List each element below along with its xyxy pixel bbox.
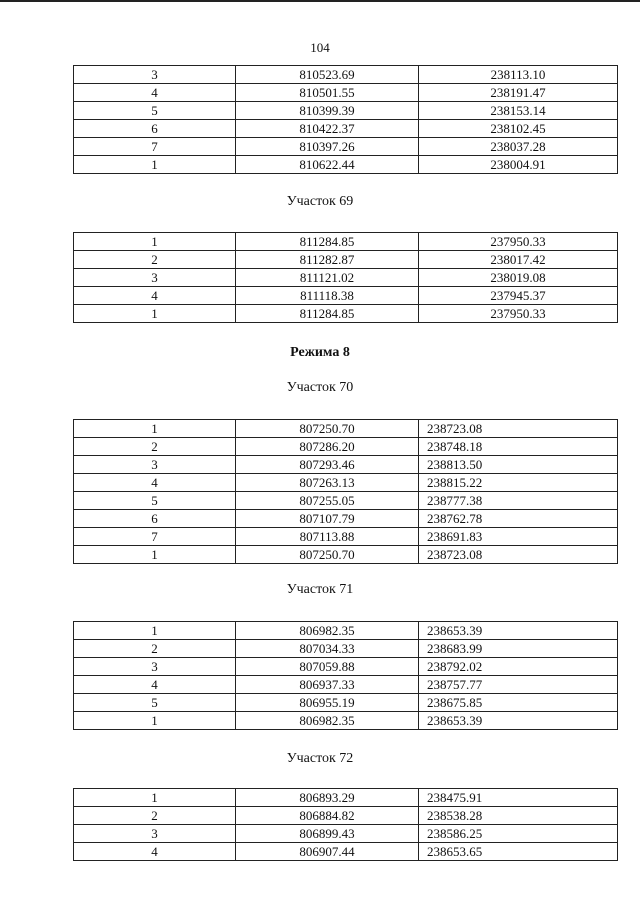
point-number-cell: 4 (74, 676, 236, 694)
point-number-cell: 1 (74, 305, 236, 323)
table-row (74, 102, 618, 120)
point-number-cell: 1 (74, 789, 236, 807)
y-coordinate-cell: 238757.77 (419, 676, 618, 694)
table-row (74, 492, 618, 510)
point-number-cell: 5 (74, 102, 236, 120)
y-coordinate-cell: 238762.78 (419, 510, 618, 528)
y-coordinate-cell: 238153.14 (419, 102, 618, 120)
x-coordinate-cell: 806982.35 (236, 712, 419, 730)
top-rule (0, 0, 640, 2)
x-coordinate-cell: 807107.79 (236, 510, 419, 528)
y-coordinate-cell: 238004.91 (419, 156, 618, 174)
x-coordinate-cell: 807059.88 (236, 658, 419, 676)
x-coordinate-cell: 807293.46 (236, 456, 419, 474)
table-row (74, 712, 618, 730)
y-coordinate-cell: 238777.38 (419, 492, 618, 510)
point-number-cell: 7 (74, 528, 236, 546)
plot-heading: Участок 70 (286, 380, 354, 395)
coordinates-table (73, 621, 618, 730)
page-number: 104 (310, 40, 330, 55)
plot-heading: Участок 72 (286, 751, 354, 766)
point-number-cell: 3 (74, 658, 236, 676)
point-number-cell: 6 (74, 120, 236, 138)
point-number-cell: 1 (74, 546, 236, 564)
x-coordinate-cell: 810399.39 (236, 102, 419, 120)
table-row (74, 676, 618, 694)
coordinates-table (73, 419, 618, 564)
table-row (74, 807, 618, 825)
x-coordinate-cell: 806884.82 (236, 807, 419, 825)
y-coordinate-cell: 238102.45 (419, 120, 618, 138)
point-number-cell: 3 (74, 66, 236, 84)
x-coordinate-cell: 807286.20 (236, 438, 419, 456)
table-row (74, 843, 618, 861)
x-coordinate-cell: 811284.85 (236, 233, 419, 251)
x-coordinate-cell: 811118.38 (236, 287, 419, 305)
table-row (74, 251, 618, 269)
table-row (74, 233, 618, 251)
table-row (74, 789, 618, 807)
point-number-cell: 1 (74, 712, 236, 730)
x-coordinate-cell: 806955.19 (236, 694, 419, 712)
table-row (74, 456, 618, 474)
point-number-cell: 2 (74, 640, 236, 658)
y-coordinate-cell: 238815.22 (419, 474, 618, 492)
point-number-cell: 1 (74, 233, 236, 251)
coordinates-table (73, 788, 618, 861)
x-coordinate-cell: 810501.55 (236, 84, 419, 102)
x-coordinate-cell: 811282.87 (236, 251, 419, 269)
y-coordinate-cell: 238475.91 (419, 789, 618, 807)
regime-heading: Режима 8 (290, 345, 350, 360)
table-row (74, 120, 618, 138)
table-row (74, 658, 618, 676)
table-row (74, 622, 618, 640)
point-number-cell: 3 (74, 825, 236, 843)
point-number-cell: 5 (74, 694, 236, 712)
y-coordinate-cell: 238586.25 (419, 825, 618, 843)
y-coordinate-cell: 238792.02 (419, 658, 618, 676)
table-row (74, 510, 618, 528)
table-row (74, 438, 618, 456)
coordinates-table (73, 65, 618, 174)
point-number-cell: 1 (74, 622, 236, 640)
x-coordinate-cell: 807034.33 (236, 640, 419, 658)
y-coordinate-cell: 238675.85 (419, 694, 618, 712)
y-coordinate-cell: 238019.08 (419, 269, 618, 287)
x-coordinate-cell: 810622.44 (236, 156, 419, 174)
table-row (74, 287, 618, 305)
coordinates-table (73, 232, 618, 323)
y-coordinate-cell: 238691.83 (419, 528, 618, 546)
table-row (74, 66, 618, 84)
y-coordinate-cell: 238813.50 (419, 456, 618, 474)
table-row (74, 640, 618, 658)
y-coordinate-cell: 238017.42 (419, 251, 618, 269)
y-coordinate-cell: 238723.08 (419, 420, 618, 438)
plot-heading: Участок 69 (286, 194, 354, 209)
point-number-cell: 4 (74, 474, 236, 492)
table-row (74, 694, 618, 712)
point-number-cell: 2 (74, 438, 236, 456)
y-coordinate-cell: 238653.65 (419, 843, 618, 861)
x-coordinate-cell: 811284.85 (236, 305, 419, 323)
point-number-cell: 7 (74, 138, 236, 156)
x-coordinate-cell: 810523.69 (236, 66, 419, 84)
table-row (74, 528, 618, 546)
y-coordinate-cell: 237950.33 (419, 233, 618, 251)
x-coordinate-cell: 806982.35 (236, 622, 419, 640)
y-coordinate-cell: 238653.39 (419, 712, 618, 730)
y-coordinate-cell: 238037.28 (419, 138, 618, 156)
table-row (74, 84, 618, 102)
point-number-cell: 4 (74, 84, 236, 102)
point-number-cell: 2 (74, 807, 236, 825)
point-number-cell: 3 (74, 456, 236, 474)
x-coordinate-cell: 806937.33 (236, 676, 419, 694)
point-number-cell: 2 (74, 251, 236, 269)
point-number-cell: 5 (74, 492, 236, 510)
y-coordinate-cell: 238683.99 (419, 640, 618, 658)
x-coordinate-cell: 807263.13 (236, 474, 419, 492)
plot-heading: Участок 71 (286, 582, 354, 597)
point-number-cell: 3 (74, 269, 236, 287)
x-coordinate-cell: 807250.70 (236, 420, 419, 438)
table-row (74, 420, 618, 438)
y-coordinate-cell: 237945.37 (419, 287, 618, 305)
y-coordinate-cell: 238748.18 (419, 438, 618, 456)
table-row (74, 546, 618, 564)
y-coordinate-cell: 238653.39 (419, 622, 618, 640)
table-row (74, 269, 618, 287)
x-coordinate-cell: 806893.29 (236, 789, 419, 807)
y-coordinate-cell: 238538.28 (419, 807, 618, 825)
x-coordinate-cell: 807113.88 (236, 528, 419, 546)
x-coordinate-cell: 806899.43 (236, 825, 419, 843)
y-coordinate-cell: 237950.33 (419, 305, 618, 323)
point-number-cell: 1 (74, 156, 236, 174)
table-row (74, 138, 618, 156)
point-number-cell: 1 (74, 420, 236, 438)
x-coordinate-cell: 807255.05 (236, 492, 419, 510)
table-row (74, 305, 618, 323)
x-coordinate-cell: 807250.70 (236, 546, 419, 564)
y-coordinate-cell: 238191.47 (419, 84, 618, 102)
table-row (74, 825, 618, 843)
point-number-cell: 4 (74, 287, 236, 305)
y-coordinate-cell: 238113.10 (419, 66, 618, 84)
y-coordinate-cell: 238723.08 (419, 546, 618, 564)
table-row (74, 156, 618, 174)
table-row (74, 474, 618, 492)
point-number-cell: 6 (74, 510, 236, 528)
x-coordinate-cell: 810422.37 (236, 120, 419, 138)
x-coordinate-cell: 806907.44 (236, 843, 419, 861)
point-number-cell: 4 (74, 843, 236, 861)
x-coordinate-cell: 811121.02 (236, 269, 419, 287)
x-coordinate-cell: 810397.26 (236, 138, 419, 156)
